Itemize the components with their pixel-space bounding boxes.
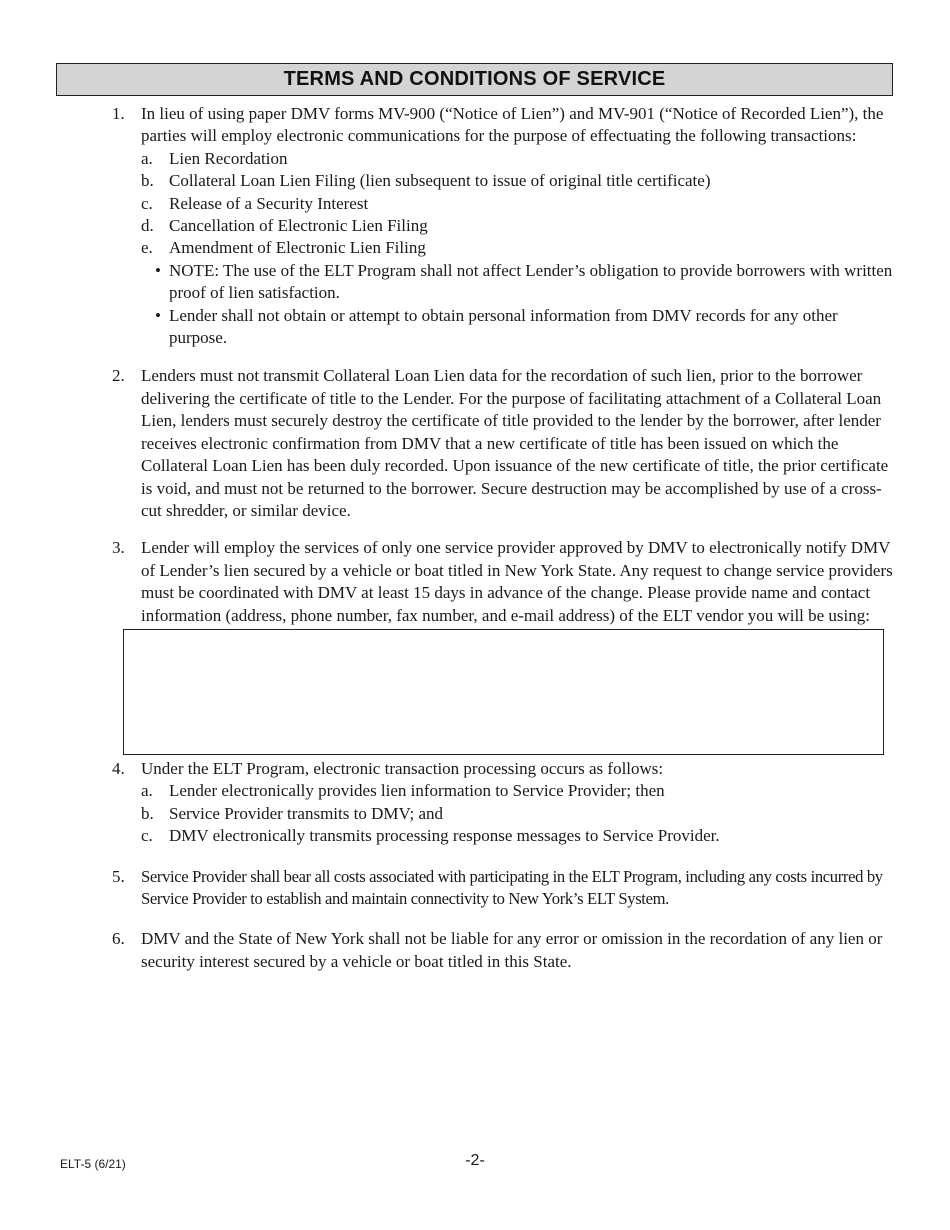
sub-item-text: Release of a Security Interest [169,193,369,213]
term-item-3 [108,537,898,627]
term-number: 4. [112,758,125,778]
sub-item-text: Cancellation of Electronic Lien Filing [169,216,428,236]
sub-item [141,148,898,170]
term-item-5 [108,866,898,911]
term-text: DMV and the State of New York shall not be liable for any error or omission in the recordation of any lien or security interest secured by a vehicle or boat titled in this State. [141,929,883,971]
sub-item-letter: b. [141,803,154,823]
form-id: ELT-5 (6/21) [60,1157,126,1171]
sub-item [141,780,898,802]
sub-item-text: Lender electronically provides lien information to Service Provider; then [169,781,665,801]
page-number: -2- [465,1152,485,1169]
sub-item-text: Amendment of Electronic Lien Filing [169,238,426,258]
term-text: Under the ELT Program, electronic transaction processing occurs as follows: [141,758,664,778]
sub-item-letter: c. [141,193,153,213]
sub-item-text: Collateral Loan Lien Filing (lien subsequent to issue of original title certificate) [169,171,711,191]
sub-item [141,170,898,192]
term-text: Lenders must not transmit Collateral Loan Lien data for the recordation of such lien, prior to the borrower delivering the certificate of title to the Lender. For the purpose of facilitating attachment of a Collateral Loan Lien, lenders must securely destroy the certificate of title provided to the lender by the borrower, after lender receives electronic confirmation from DMV that a new certificate of title has been issued on which the Collateral Loan Lien has been duly recorded. Upon issuance of the new certificate of title, the prior certificate is void, and must not be returned to the borrower. Secure destruction may be accomplished by use of a cross-cut shredder, or similar device. [141,366,889,520]
term-text: Service Provider shall bear all costs associated with participating in the ELT Program, including any costs incurred by Service Provider to establish and maintain connectivity to New York’s ELT System. [141,866,883,908]
sub-item-letter: c. [141,826,153,846]
term-item-1 [108,103,898,349]
sub-item-letter: e. [141,238,153,258]
term-text: Lender will employ the services of only one service provider approved by DMV to electronically notify DMV of Lender’s lien secured by a vehicle or boat titled in New York State. Any request to change service providers must be coordinated with DMV at least 15 days in advance of the change. Please provide name and contact information (address, phone number, fax number, and e-mail address) of the ELT vendor you will be using: [141,538,893,625]
note-text: NOTE: The use of the ELT Program shall not affect Lender’s obligation to provide borrowers with written proof of lien satisfaction. [169,260,893,303]
term-number: 5. [112,866,125,886]
term-item-2 [108,365,898,522]
bullet-icon: • [155,260,161,280]
page-title: TERMS AND CONDITIONS OF SERVICE [56,63,893,96]
sub-item [141,193,898,215]
term-text: In lieu of using paper DMV forms MV-900 (“Notice of Lien”) and MV-901 (“Notice of Recorded Lien”), the parties will employ electronic communications for the purpose of effectuating the following transactions: [141,104,884,146]
sub-item-text: DMV electronically transmits processing response messages to Service Provider. [169,826,720,846]
terms-list [108,103,898,973]
note-text: Lender shall not obtain or attempt to obtain personal information from DMV records for any other purpose. [169,305,838,348]
sub-item-text: Service Provider transmits to DMV; and [169,803,444,823]
sub-item [141,237,898,259]
sub-item-letter: a. [141,148,153,168]
sub-item-text: Lien Recordation [169,148,288,168]
term-item-6 [108,928,898,973]
sub-item-letter: d. [141,216,154,236]
bullet-icon: • [155,305,161,325]
term-number: 6. [112,929,125,949]
term-number: 2. [112,366,125,386]
term-number: 3. [112,538,125,558]
sub-item [141,215,898,237]
note-item [141,305,898,350]
term-item-4 [108,758,898,848]
sub-item [141,825,898,847]
sub-item-letter: b. [141,171,154,191]
note-item [141,260,898,305]
term-number: 1. [112,104,125,123]
elt-vendor-info-field[interactable] [123,629,884,755]
sub-item [141,803,898,825]
sub-item-letter: a. [141,781,153,801]
